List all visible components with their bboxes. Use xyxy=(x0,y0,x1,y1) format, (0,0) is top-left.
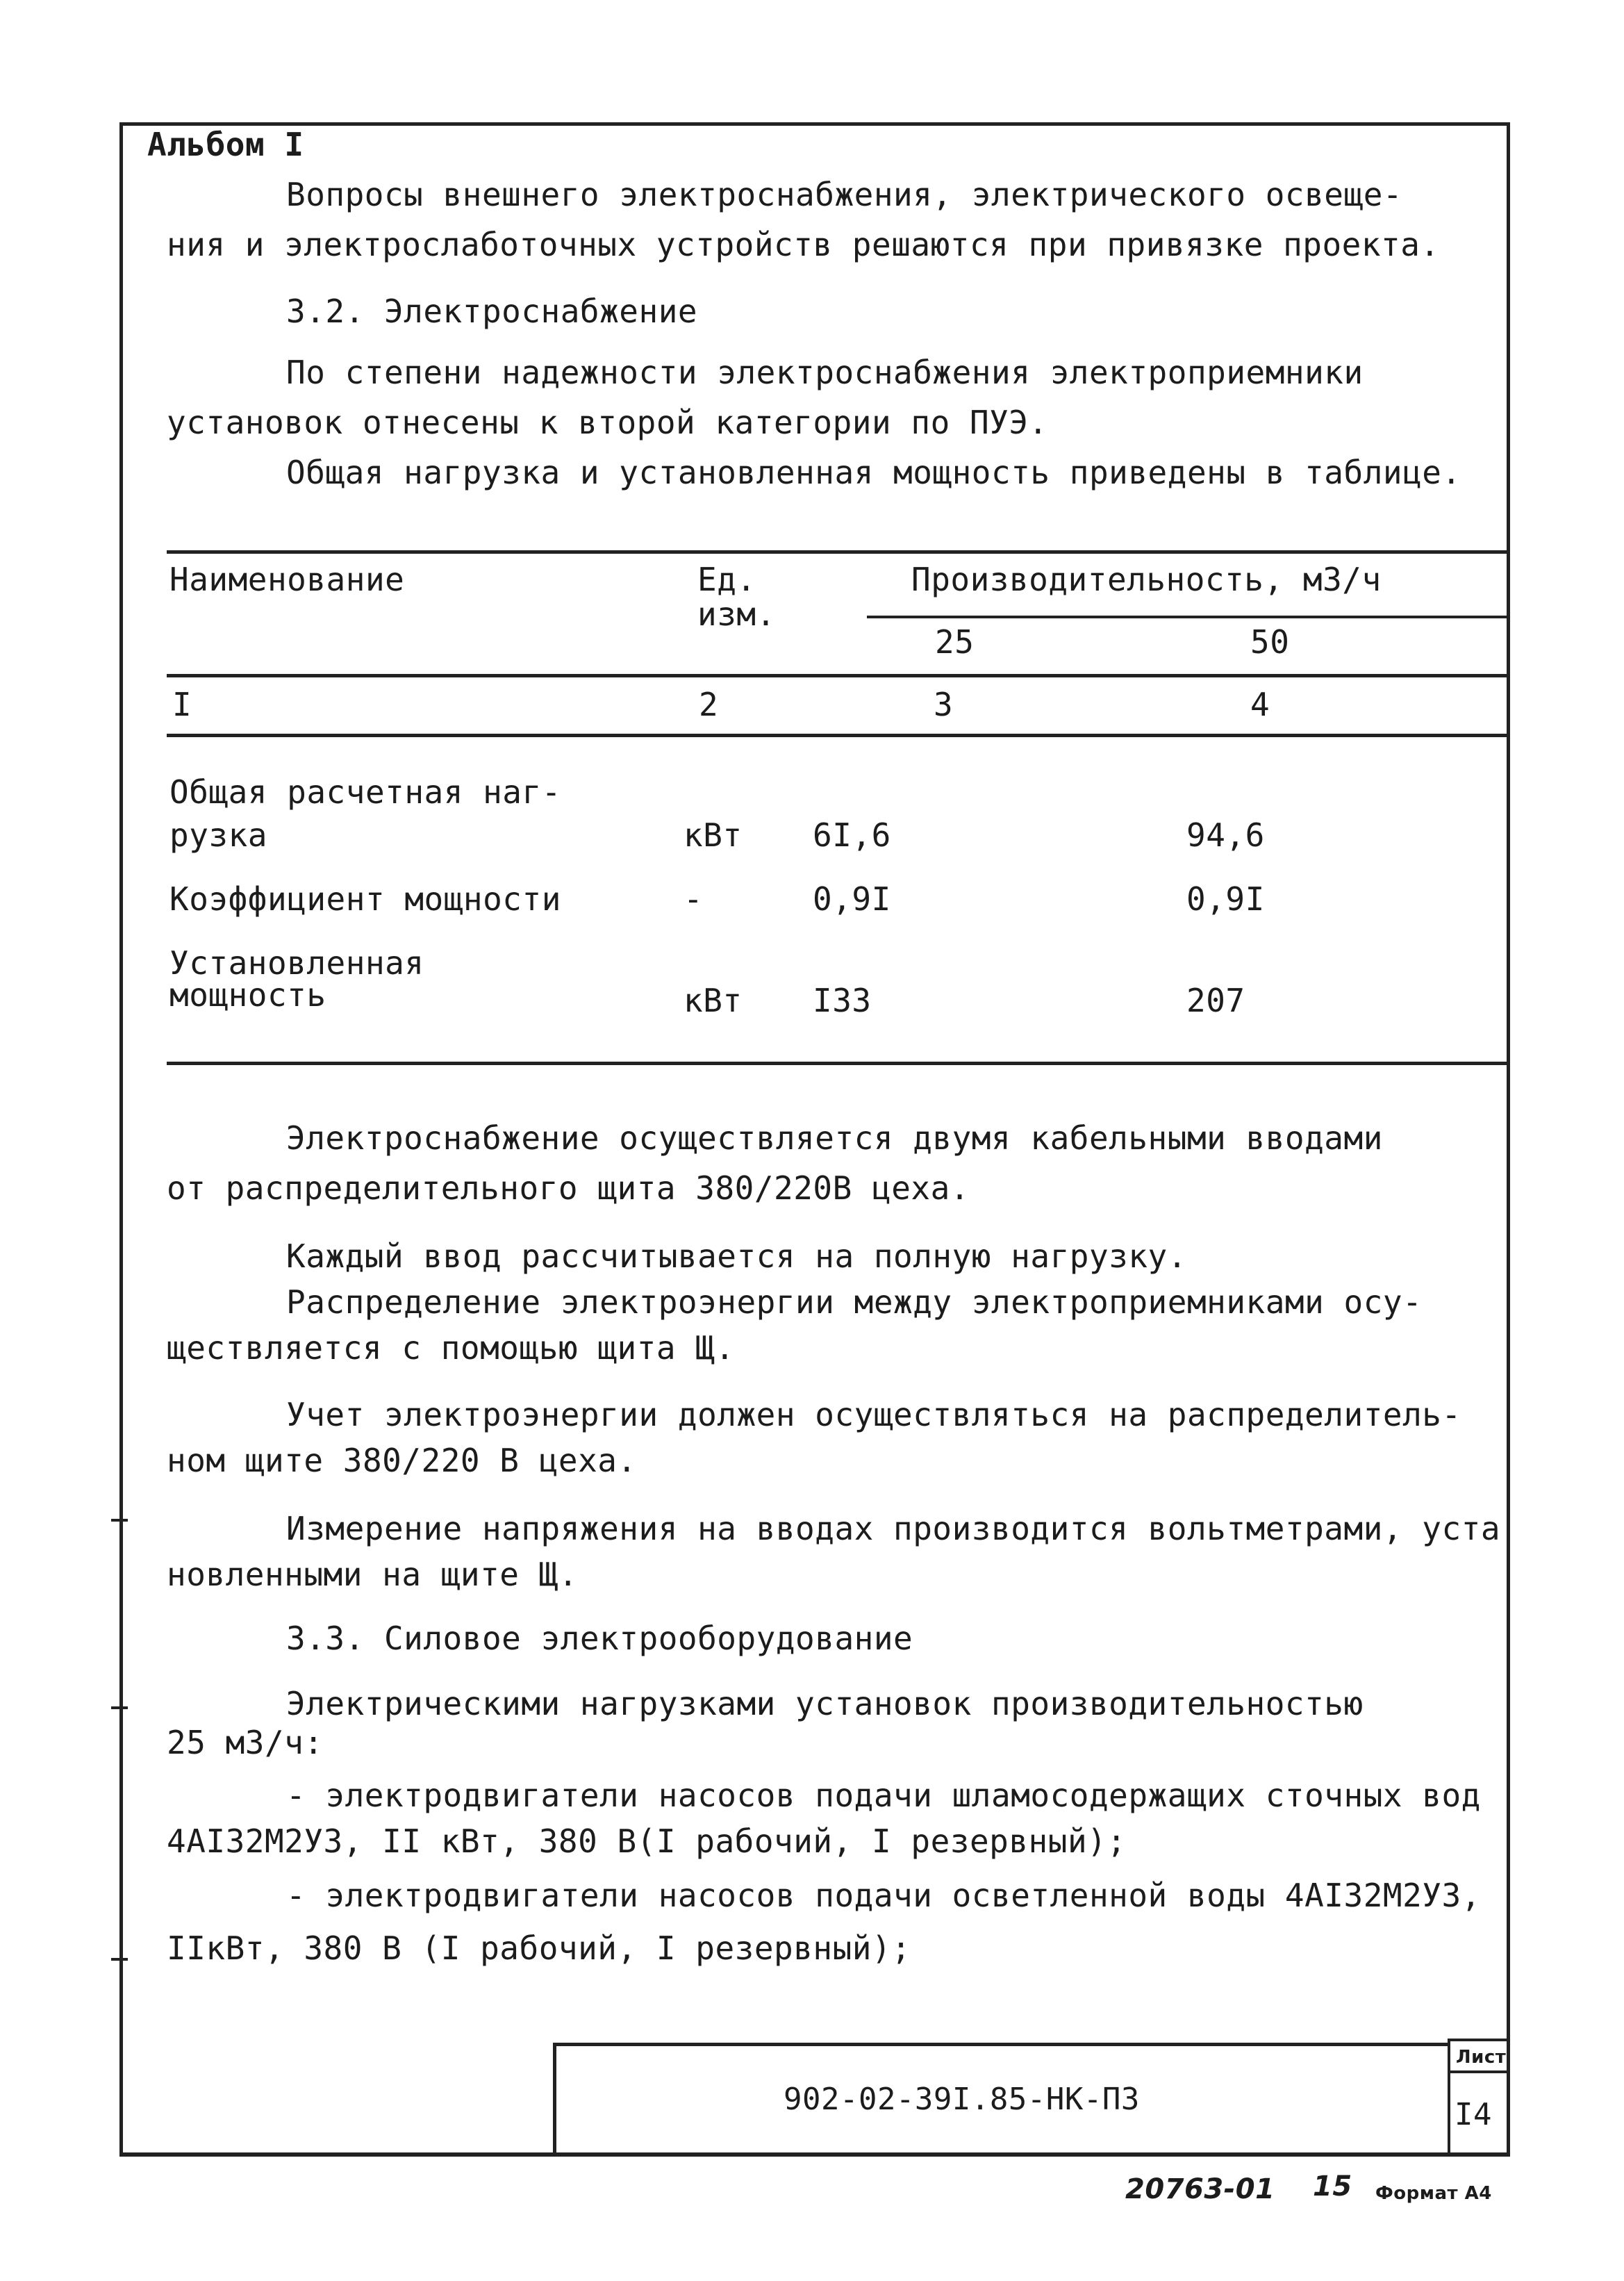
table-row-2-value-25: 0,9I xyxy=(813,880,891,918)
edge-mark xyxy=(111,1958,128,1961)
album-label: Альбом I xyxy=(147,126,304,163)
table-top-rule xyxy=(167,550,1510,554)
table-row-3-unit: кВт xyxy=(683,982,743,1019)
table-col-50: 50 xyxy=(1250,623,1290,661)
intro-line-2: ния и электрослаботочных устройств решаются при привязке проекта. xyxy=(167,226,1440,263)
body-p5-line1: Распределение электроэнергии между электроприемниками осу- xyxy=(286,1283,1423,1321)
section-3-3-title: 3.3. Силовое электрооборудование xyxy=(286,1620,913,1657)
sheet-number: I4 xyxy=(1455,2097,1492,2132)
body-p6-line2: ном щите 380/220 В цеха. xyxy=(167,1442,637,1479)
table-sub-rule xyxy=(867,616,1510,618)
section-3-3-item1-line1: - электродвигатели насосов подачи шламосодержащих сточных вод xyxy=(286,1777,1481,1814)
document-code: 902-02-39I.85-НК-ПЗ xyxy=(784,2082,1140,2117)
table-row-3-value-25: I33 xyxy=(813,982,872,1019)
table-number-rule xyxy=(167,734,1510,737)
edge-mark xyxy=(111,1706,128,1709)
sheet-label: Лист xyxy=(1456,2047,1507,2068)
section-3-2-p1-line2: установок отнесены к второй категории по ПУЭ. xyxy=(167,404,1048,441)
table-row-3-name-line2: мощность xyxy=(169,976,326,1014)
table-row-2-name: Коэффициент мощности xyxy=(169,880,561,918)
table-row-2-unit: - xyxy=(683,880,704,918)
section-3-3-item2-line1: - электродвигатели насосов подачи осветленной воды 4АI32М2УЗ, xyxy=(286,1877,1481,1914)
bottom-border xyxy=(119,2152,1510,2157)
table-num-4: 4 xyxy=(1250,686,1270,723)
edge-mark xyxy=(111,1519,128,1522)
table-col-25: 25 xyxy=(935,623,975,661)
table-bottom-rule xyxy=(167,1062,1510,1065)
table-num-3: 3 xyxy=(934,686,954,723)
table-num-2: 2 xyxy=(699,686,719,723)
table-num-1: I xyxy=(172,686,192,723)
table-col-unit-2: изм. xyxy=(697,595,776,633)
body-p3-line1: Электроснабжение осуществляется двумя кабельными вводами xyxy=(286,1119,1383,1157)
format-label: Формат А4 xyxy=(1375,2183,1492,2204)
body-p6-line1: Учет электроэнергии должен осуществляться на распределитель- xyxy=(286,1396,1461,1433)
body-p4: Каждый ввод рассчитывается на полную нагрузку. xyxy=(286,1237,1187,1275)
body-p3-line2: от распределительного щита 380/220В цеха. xyxy=(167,1169,970,1207)
inventory-number: 20763-01 xyxy=(1125,2173,1275,2205)
table-row-1-name-line1: Общая расчетная наг- xyxy=(169,773,561,811)
section-3-3-item1-line2: 4АI32М2УЗ, II кВт, 380 В(I рабочий, I резервный); xyxy=(167,1822,1127,1860)
section-3-3-item2-line2: IIкВт, 380 В (I рабочий, I резервный); xyxy=(167,1929,911,1967)
table-row-1-name-line2: рузка xyxy=(169,816,267,854)
table-row-1-value-25: 6I,6 xyxy=(813,816,891,854)
body-p7-line2: новленными на щите Щ. xyxy=(167,1556,579,1593)
body-p7-line1: Измерение напряжения на вводах производится вольтметрами, уста xyxy=(286,1510,1501,1547)
table-row-3-name-line1: Установленная xyxy=(169,944,424,982)
table-col-performance: Производительность, м3/ч xyxy=(911,561,1382,598)
table-row-3-value-50: 207 xyxy=(1186,982,1245,1019)
table-row-1-unit: кВт xyxy=(683,816,743,854)
body-p5-line2: ществляется с помощью щита Щ. xyxy=(167,1329,735,1367)
section-3-3-p1-line1: Электрическими нагрузками установок производительностью xyxy=(286,1685,1364,1722)
sheet-divider xyxy=(1448,2070,1510,2073)
table-row-1-value-50: 94,6 xyxy=(1186,816,1265,854)
table-header-rule xyxy=(167,674,1510,677)
table-col-unit: Ед. xyxy=(697,561,756,598)
section-3-3-p1-line2: 25 м3/ч: xyxy=(167,1724,324,1761)
section-3-2-p2: Общая нагрузка и установленная мощность приведены в таблице. xyxy=(286,454,1461,491)
intro-line-1: Вопросы внешнего электроснабжения, электрического освеще- xyxy=(286,176,1403,213)
table-row-2-value-50: 0,9I xyxy=(1186,880,1265,918)
section-3-2-p1-line1: По степени надежности электроснабжения электроприемники xyxy=(286,354,1364,391)
table-col-name: Наименование xyxy=(169,561,405,598)
section-3-2-title: 3.2. Электроснабжение xyxy=(286,293,698,330)
page-number: 15 xyxy=(1313,2171,1352,2202)
